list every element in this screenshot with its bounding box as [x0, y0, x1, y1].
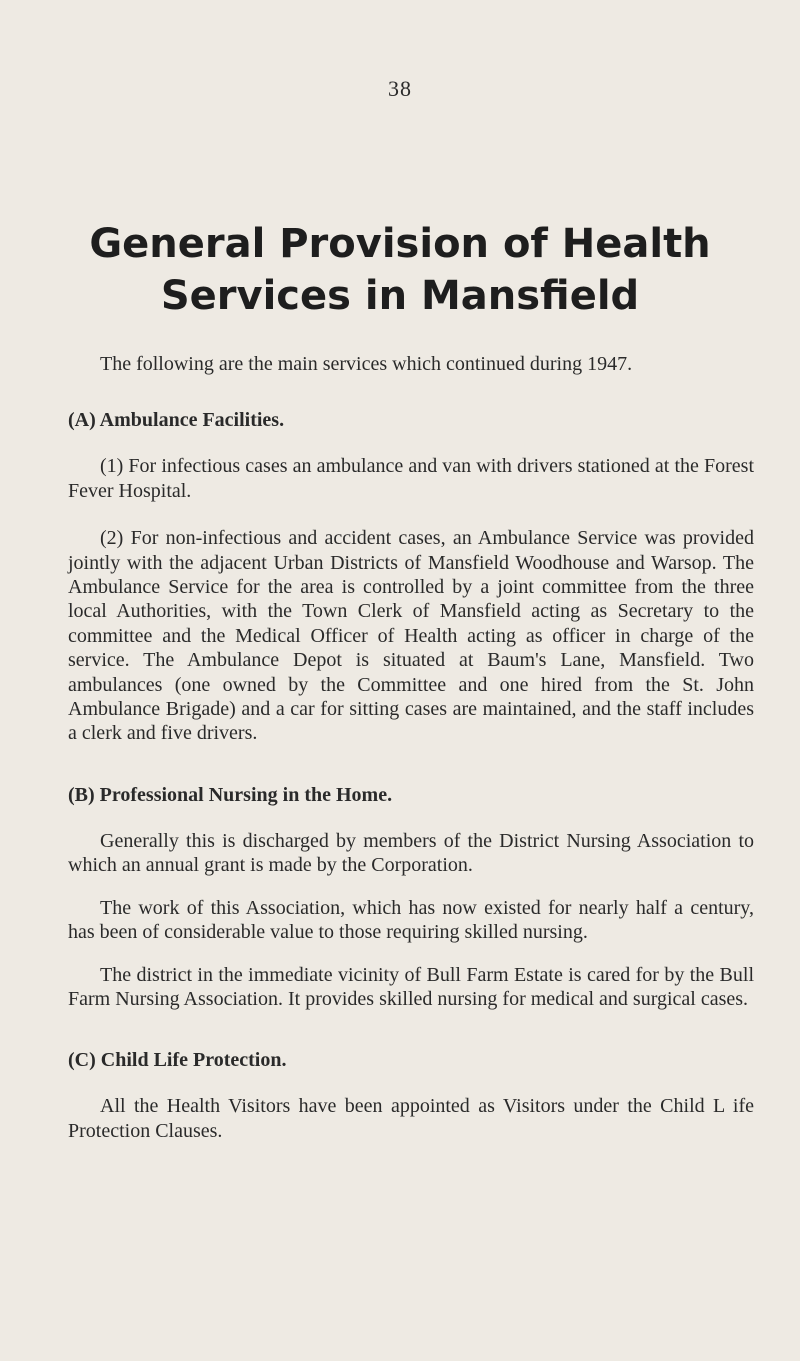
intro-paragraph: The following are the main services which continued during 1947. [100, 353, 633, 375]
section-b-paragraph-1: Generally this is discharged by members of the District Nursing Association to which an annual grant is made by the Corporation. [68, 829, 754, 877]
page-title [0, 218, 800, 322]
section-a-paragraph-2: (2) For non-infectious and accident cases, an Ambulance Service was provided jointly with the adjacent Urban Districts of Mansfield Woodhouse and Warsop. The Ambulance Service for the area is controlled by a joint committee from the three local Authorities, with the Town Clerk of Mansfield acting as Secretary to the committee and the Medical Officer of Health acting as officer in charge of the service. The Ambulance Depot is situated at Baum's Lane, Mansfield. Two ambulances (one owned by the Committee and one hired from the St. John Ambulance Brigade) and a car for sitting cases are maintained, and the staff includes a clerk and five drivers. [68, 527, 754, 745]
section-a-paragraph-1: (1) For infectious cases an ambulance and van with drivers stationed at the Forest Fever Hospital. [68, 455, 754, 502]
section-b-paragraph-3: The district in the immediate vicinity of Bull Farm Estate is cared for by the Bull Farm Nursing Association. It provides skilled nursing for medical and surgical cases. [68, 963, 754, 1010]
section-c-heading: (C) Child Life Protection. [68, 1049, 287, 1072]
title-line-2: Services in Mansfield [160, 273, 640, 319]
section-c-paragraph-1: All the Health Visitors have been appointed as Visitors under the Child L ife Protection Clauses. [68, 1095, 754, 1142]
section-a-heading: (A) Ambulance Facilities. [68, 409, 285, 432]
body-text [68, 352, 754, 1143]
section-b-paragraph-2: The work of this Association, which has now existed for nearly half a century, has been of considerable value to those requiring skilled nursing. [68, 896, 754, 944]
section-b-heading: (B) Professional Nursing in the Home. [68, 783, 393, 806]
title-line-1: General Provision of Health [89, 221, 711, 267]
page-number: 38 [388, 76, 412, 101]
